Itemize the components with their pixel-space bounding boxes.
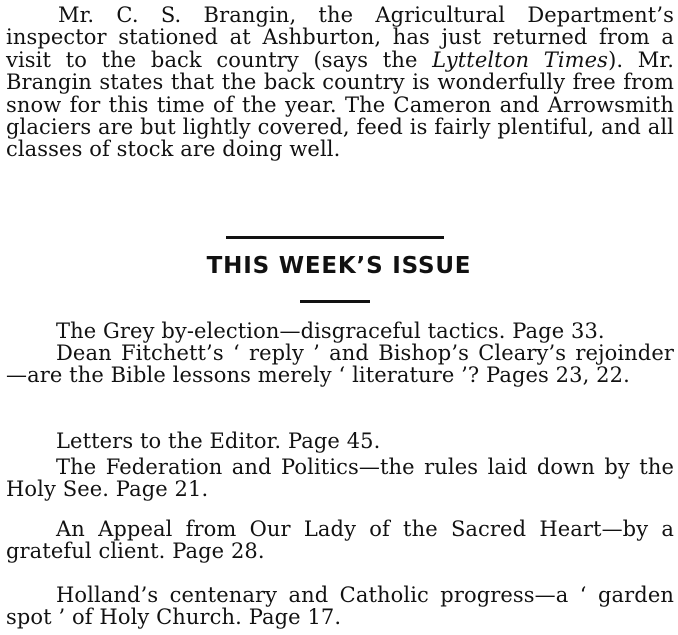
divider-rule-top — [226, 236, 444, 239]
section-heading: THIS WEEK’S ISSUE — [206, 253, 472, 279]
issue-list-item: The Grey by-election—disgraceful tactics. Page 33. — [56, 319, 605, 343]
article-text-part-1: , the Agricultural Department’s inspector stationed at Ashburton, has just returned from a visit to the back country (says the — [6, 3, 674, 72]
issue-list-item: The Federation and Politics—the rules laid down by the Holy See. Page 21. — [6, 455, 674, 502]
article-source-title: Lyttelton Times — [432, 47, 609, 72]
issue-list-item: Dean Fitchett’s ‘ reply ’ and Bishop’s Cleary’s rejoinder—are the Bible lessons merely ‘ literature ’? Pages 23, 22. — [6, 341, 674, 388]
divider-rule-bottom — [300, 300, 370, 303]
article-subject-name: Mr. C. S. Brangin — [58, 3, 290, 27]
issue-list-item: Letters to the Editor. Page 45. — [56, 429, 381, 453]
article-text-part-2: ). Mr. Brangin states that the back country is wonderfully free from snow for this time of the year. The Cameron and Arrowsmith glaciers are but lightly covered, feed is fairly plentiful, and all classes of stock are doing well. — [6, 47, 674, 162]
article-paragraph — [6, 4, 674, 161]
issue-list-item: Holland’s centenary and Catholic progress—a ‘ garden spot ’ of Holy Church. Page 17. — [6, 583, 674, 630]
issue-list-item: An Appeal from Our Lady of the Sacred Heart—by a grateful client. Page 28. — [6, 517, 674, 564]
